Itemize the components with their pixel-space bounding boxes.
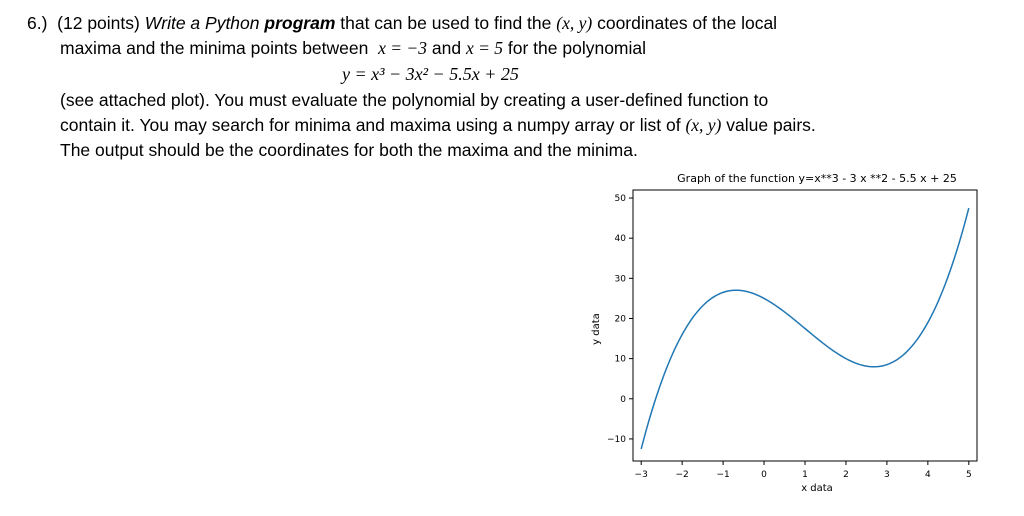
x-tick-label: 4	[924, 470, 931, 480]
x-tick-label: −2	[675, 470, 689, 480]
pairs-math: (x, y)	[685, 115, 722, 135]
question-line-5	[60, 114, 816, 136]
question-line-4: (see attached plot). You must evaluate the polynomial by creating a user-defined function to	[60, 90, 769, 110]
y-tick-label: 20	[614, 314, 626, 325]
question-line-2	[60, 37, 646, 59]
lower-bound: x = −3	[378, 38, 427, 58]
and-text: and	[431, 38, 462, 58]
polynomial-curve	[641, 208, 969, 449]
y-tick-label: 50	[614, 194, 626, 205]
upper-bound: x = 5	[465, 38, 504, 58]
line5-end: value pairs.	[726, 115, 816, 135]
y-tick-label: 10	[614, 354, 626, 365]
points-label: (12 points)	[57, 13, 140, 33]
intro-bold: program	[264, 13, 336, 33]
line5-text: contain it. You may search for minima and maxima using a numpy array or list of	[60, 115, 681, 135]
coords-math: (x, y)	[556, 13, 593, 33]
x-tick-label: −1	[716, 470, 730, 480]
y-axis-label: y data	[591, 313, 602, 345]
x-tick-label: 3	[884, 470, 890, 480]
question-line-6: The output should be the coordinates for both the maxima and the minima.	[60, 140, 638, 160]
x-tick-label: 1	[802, 470, 808, 480]
y-tick-label: 0	[620, 394, 626, 405]
y-tick-label: 40	[614, 234, 626, 245]
chart-title: Graph of the function y=x**3 - 3 x **2 - 5.5 x + 25	[677, 172, 957, 185]
line1-end: coordinates of the local	[597, 13, 778, 33]
x-tick-label: 5	[965, 470, 972, 480]
intro-italic: Write a Python	[144, 13, 260, 33]
x-tick-label: 0	[761, 470, 767, 480]
y-tick-label: 30	[614, 274, 626, 285]
question-line-1	[27, 12, 777, 34]
polynomial-equation: y = x³ − 3x² − 5.5x + 25	[342, 64, 519, 84]
line2-text: maxima and the minima points between	[60, 38, 369, 58]
y-tick-label: −10	[607, 434, 626, 445]
x-axis-label: x data	[801, 483, 833, 494]
line2-end: for the polynomial	[507, 38, 647, 58]
axis-ticks	[607, 194, 972, 480]
function-plot	[576, 166, 996, 506]
x-tick-label: 2	[843, 470, 849, 480]
x-tick-label: −3	[634, 470, 648, 480]
line1-text: that can be used to find the	[340, 13, 552, 33]
question-number: 6.)	[27, 13, 48, 33]
